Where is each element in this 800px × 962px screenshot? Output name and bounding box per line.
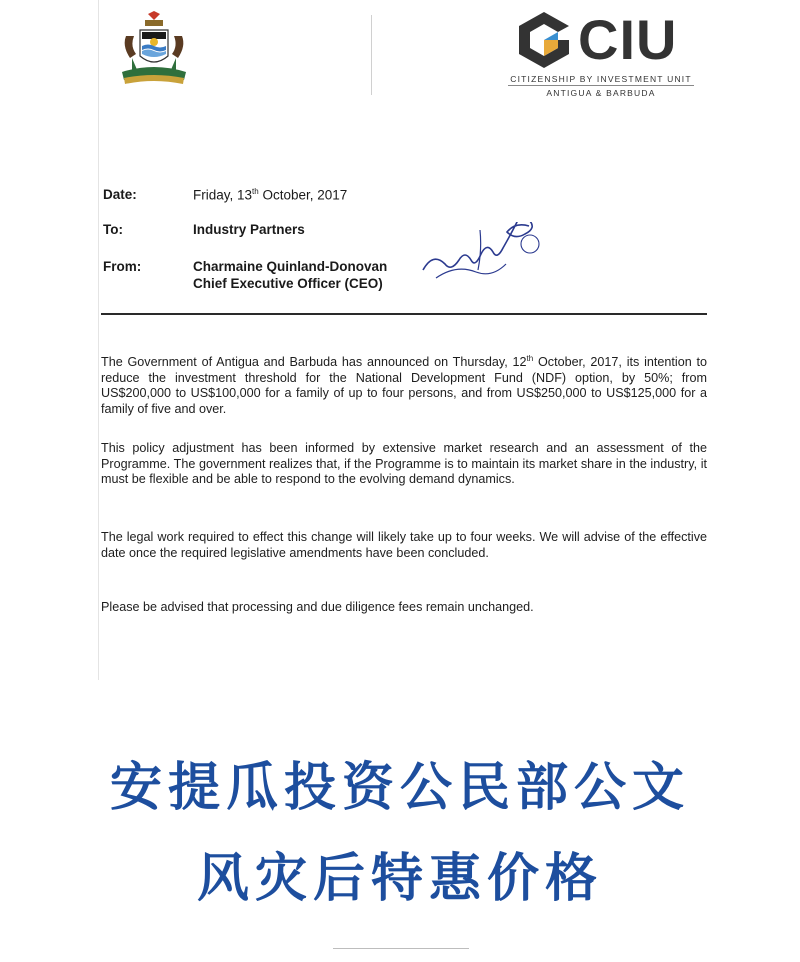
paragraph-3: The legal work required to effect this change will likely take up to four weeks. We will advise of the effective date once the required legislative amendments have been concluded. <box>101 530 707 560</box>
ciu-logo-subtitle: CITIZENSHIP BY INVESTMENT UNIT <box>510 74 692 84</box>
caption-line-2: 风灾后特惠价格 <box>196 849 603 909</box>
date-value <box>193 187 347 203</box>
date-value-suffix: th <box>252 187 259 196</box>
paragraph-1-text: The Government of Antigua and Barbuda has announced on Thursday, 12 <box>101 355 527 370</box>
ciu-logo <box>506 8 696 103</box>
ciu-logo-text: CIU <box>578 8 678 71</box>
ciu-logo-rule <box>508 85 694 86</box>
hexagon-logo-icon <box>514 10 574 70</box>
memo-rule <box>101 313 707 315</box>
paragraph-1-suffix: th <box>526 354 534 363</box>
caption-line-1: 安提瓜投资公民部公文 <box>109 758 690 818</box>
paragraph-2: This policy adjustment has been informed by extensive market research and an assessment of the Programme. The government realizes that, if the Programme is to maintain its market share in the industry, it must be flexible and be able to respond to the evolving demand dynamics. <box>101 441 707 486</box>
date-value-main: Friday, 13 <box>193 187 253 203</box>
page-edge <box>98 0 99 680</box>
coat-of-arms-icon <box>118 10 190 90</box>
from-label: From: <box>103 259 142 274</box>
paragraph-1 <box>101 351 707 417</box>
to-label: To: <box>103 222 123 237</box>
header-divider <box>371 15 372 95</box>
paragraph-1-rest: October, 2017, its intention to reduce the investment threshold for the National Development Fund (NDF) option, by 50%; from US$200,000 to US$100,000 for a family of up to four persons, and from US$250,000 to US$125,000 for a family of five and over. <box>101 355 707 416</box>
to-value: Industry Partners <box>193 222 305 237</box>
ciu-logo-country: ANTIGUA & BARBUDA <box>546 88 656 98</box>
date-label: Date: <box>103 187 137 202</box>
paragraph-4: Please be advised that processing and due diligence fees remain unchanged. <box>101 600 534 614</box>
bottom-rule <box>333 948 469 949</box>
from-name: Charmaine Quinland-Donovan <box>193 259 388 274</box>
date-value-rest: October, 2017 <box>258 187 348 203</box>
from-title: Chief Executive Officer (CEO) <box>193 276 383 291</box>
signature-icon <box>418 222 553 292</box>
